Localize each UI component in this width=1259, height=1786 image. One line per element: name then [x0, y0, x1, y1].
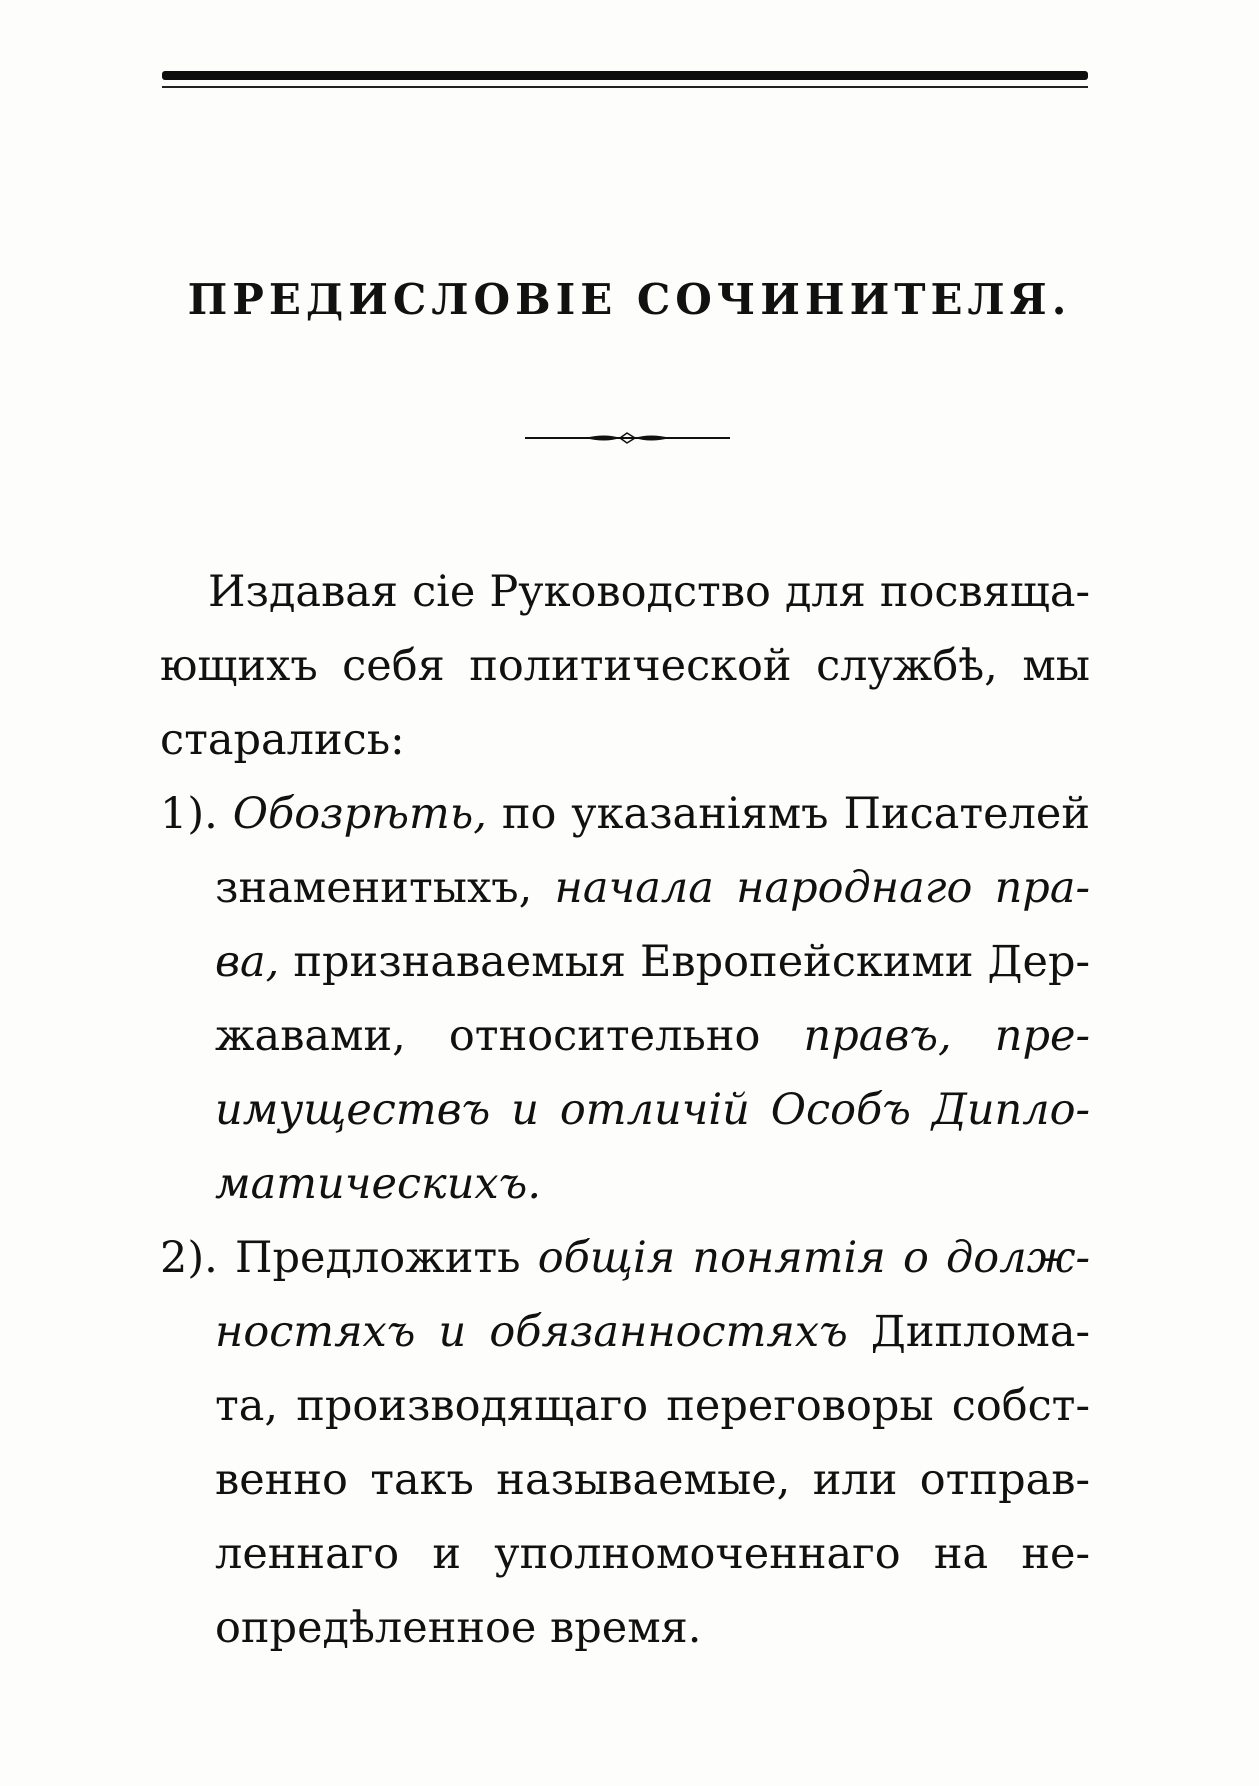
emphasis-text: правъ, пре- — [803, 1011, 1091, 1061]
header-rule-thick — [162, 71, 1088, 80]
item-number: 1). — [160, 789, 218, 839]
emphasis-text: начала народнаго пра- — [554, 863, 1090, 913]
intro-line: старались: — [160, 715, 405, 765]
item-line — [160, 777, 1090, 851]
list-item-2 — [160, 1221, 1090, 1665]
item-line — [160, 1295, 1090, 1369]
item-line — [160, 1073, 1090, 1147]
item-number: 2). — [160, 1233, 218, 1283]
list-item-1 — [160, 777, 1090, 1221]
item-line: венно такъ называемые, или отправ- — [215, 1455, 1090, 1505]
item-text: Предложить — [235, 1233, 521, 1283]
item-line: опредѣленное время. — [215, 1603, 702, 1653]
item-line — [160, 851, 1090, 925]
emphasis-text: ва, — [215, 937, 280, 987]
ornament-divider — [525, 430, 730, 446]
header-rule-thin — [162, 86, 1088, 88]
item-line — [160, 999, 1090, 1073]
emphasis-text: матическихъ. — [215, 1159, 541, 1209]
emphasis-text: общія понятія о долж- — [537, 1233, 1090, 1283]
item-line: леннаго и уполномоченнаго на не- — [215, 1529, 1090, 1579]
item-line — [160, 1221, 1090, 1295]
intro-paragraph — [160, 555, 1090, 777]
item-text: Диплома- — [870, 1307, 1090, 1357]
emphasis-text: Обозрѣть, — [232, 789, 487, 839]
page-title: ПРЕДИСЛОВІЕ СОЧИНИТЕЛЯ. — [187, 275, 1072, 324]
emphasis-text: имуществъ и отличій Особъ Дипло- — [215, 1085, 1090, 1135]
item-text: признаваемыя Европейскими Дер- — [293, 937, 1091, 987]
item-line — [160, 1147, 1090, 1221]
intro-line: Издавая сіе Руководство для посвяща- — [208, 567, 1090, 617]
item-line — [160, 925, 1090, 999]
item-text: по указаніямъ Писателей — [501, 789, 1090, 839]
item-text: жавами, относительно — [215, 1011, 761, 1061]
item-text: знаменитыхъ, — [215, 863, 533, 913]
item-line: та, производящаго переговоры собст- — [215, 1381, 1090, 1431]
emphasis-text: ностяхъ и обязанностяхъ — [215, 1307, 848, 1357]
intro-line: ющихъ себя политической службѣ, мы — [160, 641, 1090, 691]
